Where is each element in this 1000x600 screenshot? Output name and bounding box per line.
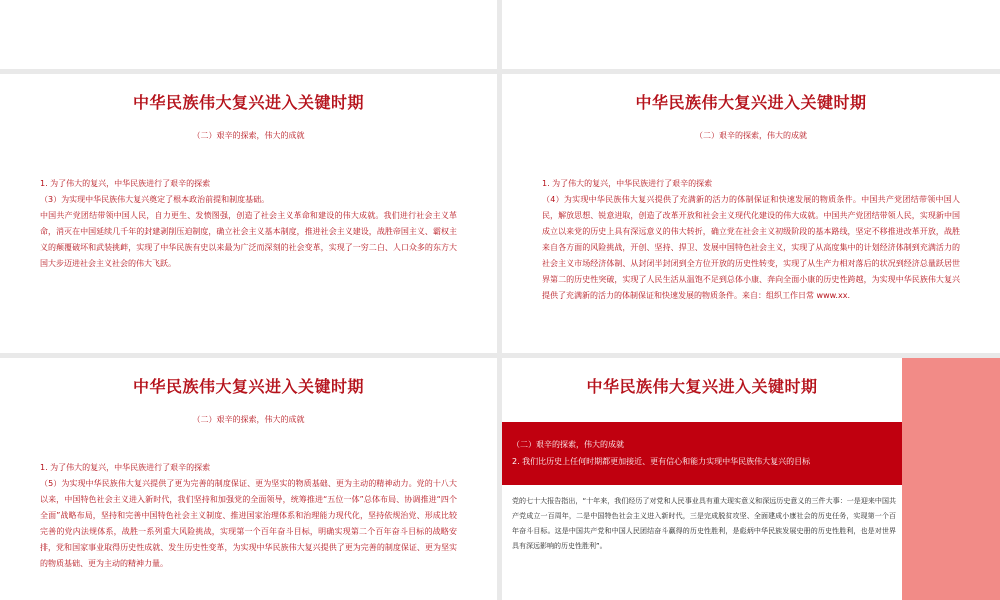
point-heading: 1. 为了伟大的复兴，中华民族进行了艰辛的探索 — [542, 179, 713, 188]
slide-subtitle: （二）艰辛的探索，伟大的成就 — [695, 131, 807, 140]
slide-body — [512, 494, 896, 554]
point-item: （3）为实现中华民族伟大复兴奠定了根本政治前提和制度基础。 — [40, 195, 270, 204]
slide-4[interactable] — [502, 358, 1000, 600]
point-paragraph: （4）为实现中华民族伟大复兴提供了充满新的活力的体制保证和快速发展的物质条件。中国共产党团结带领中国人民，解放思想、锐意进取，创造了改革开放和社会主义现代化建设的伟大成就。中国共产党团结带领人民，实现新中国成立以来党的历史上具有深远意义的伟大转折，确立党在社会主义初级阶段的基本路线，坚定不移推进改革开放，战胜来自各方面的风险挑战，开创、坚持、捍卫、发展中国特色社会主义，实现了从高度集中的计划经济体制到充满活力的社会主义市场经济体制、从封闭半封闭到全方位开放的历史性转变，实现了从生产力相对落后的状况到经济总量跃居世界第二的历史性突破，实现了人民生活从温饱不足到总体小康、奔向全面小康的历史性跨越，为实现中华民族伟大复兴提供了充满新的活力的体制保证和快速发展的物质条件。来自：组织工作日常 www.xx. — [542, 195, 960, 300]
red-heading-band — [502, 422, 902, 485]
point-paragraph: 中国共产党团结带领中国人民，自力更生、发愤图强，创造了社会主义革命和建设的伟大成就。我们进行社会主义革命，消灭在中国延续几千年的封建剥削压迫制度，确立社会主义基本制度，推进社会主义建设，战胜帝国主义、霸权主义的颠覆破坏和武装挑衅，实现了中华民族有史以来最为广泛而深刻的社会变革，实现了一穷二白、人口众多的东方大国大步迈进社会主义社会的伟大飞跃。 — [40, 211, 457, 268]
slide-title: 中华民族伟大复兴进入关键时期 — [132, 93, 364, 112]
slide-body — [40, 176, 457, 272]
slide-top-left-partial — [0, 0, 497, 69]
slide-title: 中华民族伟大复兴进入关键时期 — [132, 377, 364, 396]
slide-top-right-partial — [502, 0, 1000, 69]
slide-subtitle: （二）艰辛的探索，伟大的成就 — [192, 131, 305, 140]
slide-3[interactable] — [0, 358, 497, 600]
band-point: 2. 我们比历史上任何时期都更加接近、更有信心和能力实现中华民族伟大复兴的目标 — [512, 457, 811, 466]
pink-side-panel — [902, 358, 1000, 600]
band-subtitle: （二）艰辛的探索，伟大的成就 — [512, 440, 624, 449]
point-heading: 1. 为了伟大的复兴，中华民族进行了艰辛的探索 — [40, 179, 211, 188]
slide-title: 中华民族伟大复兴进入关键时期 — [586, 377, 818, 396]
body-paragraph: 党的七十大报告指出，“十年来，我们经历了对党和人民事业具有重大现实意义和深远历史意义的三件大事：一是迎来中国共产党成立一百周年，二是中国特色社会主义进入新时代，三是完成脱贫攻坚、全面建成小康社会的历史任务，实现第一个百年奋斗目标。这是中国共产党和中国人民团结奋斗赢得的历史性胜利，是彪炳中华民族发展史册的历史性胜利，也是对世界具有深远影响的历史性胜利”。 — [512, 497, 896, 550]
point-heading: 1. 为了伟大的复兴，中华民族进行了艰辛的探索 — [40, 463, 211, 472]
slide-body — [542, 176, 960, 304]
slide-1[interactable] — [0, 74, 497, 353]
slide-body — [40, 460, 457, 572]
slide-subtitle: （二）艰辛的探索，伟大的成就 — [192, 415, 305, 424]
slide-2[interactable] — [502, 74, 1000, 353]
point-paragraph: （5）为实现中华民族伟大复兴提供了更为完善的制度保证、更为坚实的物质基础、更为主动的精神动力。党的十八大以来，中国特色社会主义进入新时代，我们坚持和加强党的全面领导，统筹推进“五位一体”总体布局、协调推进“四个全面”战略布局，坚持和完善中国特色社会主义制度、推进国家治理体系和治理能力现代化，坚持依规治党、形成比较完善的党内法规体系，战胜一系列重大风险挑战，实现第一个百年奋斗目标，明确实现第二个百年奋斗目标的战略安排，党和国家事业取得历史性成就、发生历史性变革，为实现中华民族伟大复兴提供了更为完善的制度保证、更为坚实的物质基础、更为主动的精神力量。 — [40, 479, 457, 568]
slide-title: 中华民族伟大复兴进入关键时期 — [635, 93, 867, 112]
